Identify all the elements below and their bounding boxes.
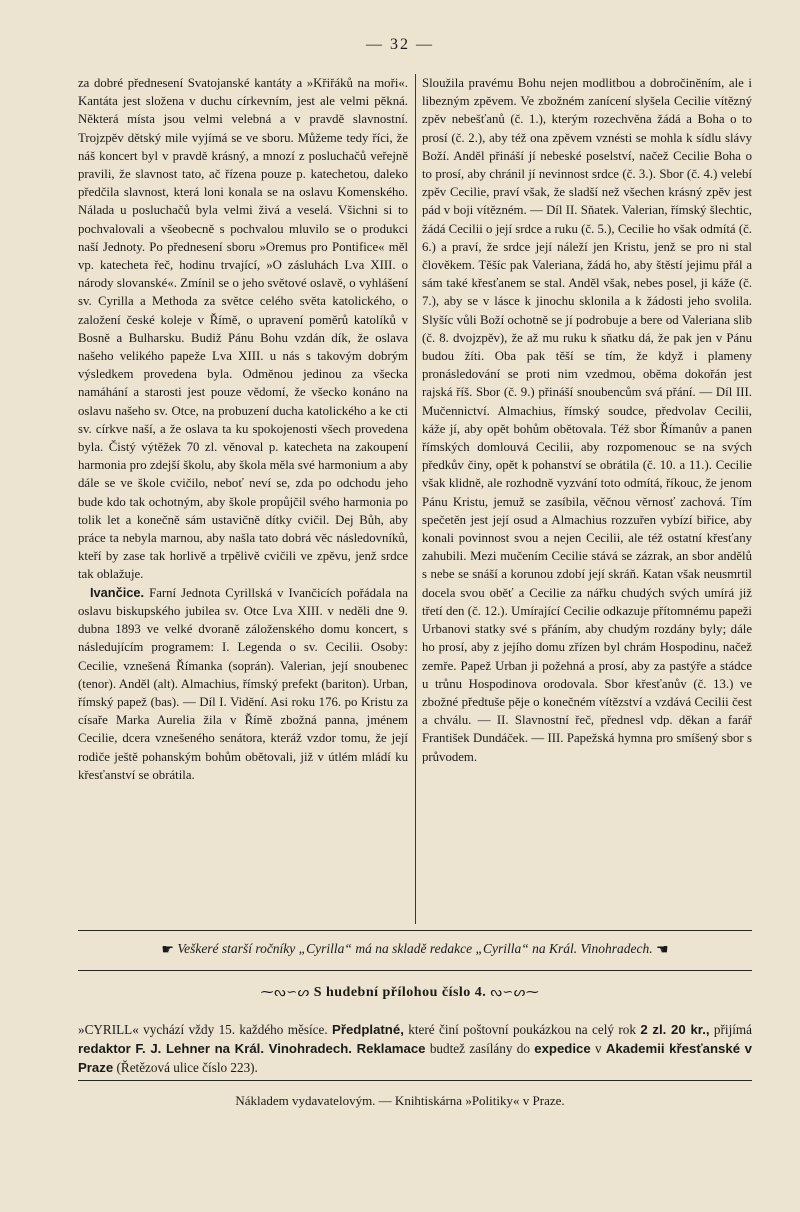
notice-text: Veškeré starší ročníky „Cyrilla“ má na skladě redakce „Cyrilla“ na Král. Vinohradech. xyxy=(177,941,653,956)
column-divider xyxy=(415,74,416,924)
subscription-bold: Akademii křesťanské v Praze xyxy=(78,1041,753,1075)
right-column xyxy=(422,74,752,766)
subscription-text: (Řetězová ulice číslo 223). xyxy=(113,1060,258,1075)
back-issues-notice xyxy=(78,940,752,960)
divider-rule xyxy=(78,930,752,931)
subscription-text: přijímá xyxy=(709,1022,753,1037)
imprint: Nákladem vydavatelovým. — Knihtiskárna »Politiky« v Praze. xyxy=(235,1093,565,1108)
left-column xyxy=(78,74,408,784)
subscription-bold: Předplatné, xyxy=(332,1022,404,1037)
report-paragraph: za dobré přednesení Svatojanské kantáty a »Křiřáků na moři«. Kantáta jest složena v duchu církevním, jest ale velmi pěkná. Některá místa jsou velmi velebná a v pravdě slavnostní. Trojzpěv dětský mile vyjímá se ve sboru. Můžeme tedy říci, že náš koncert byl v pravdě krásný, a mnozí z posluchačů veřejně pravili, že slavnost tato, ač řízena pouze p. katechetou, daleko předčila slavnost, která loni konala se na oslavu Komenského. Nálada u posluchačů byla velmi živá a veselá. Všichni si to pochvalovali a všeobecně s pochvalou mluvilo se o produkci naší Jednoty. Po přednesení sboru »Oremus pro Pontifice« měl vp. katecheta řeč, hodinu trvající, »O zásluhách Lva XIII. o národy slovanské«. Zmínil se o jeho světové oslavě, o vyhlášení sv. Cyrilla a Methoda za světce celého světa katolického, o založení české koleje v Římě, o upravení poměrů katolíků v Bosně a Bulharsku. Budiž Pánu Bohu vzdán dík, že oslava našeho velikého papeže Lva XIII. u nás s takovým dobrým výsledkem provedena byla. Odměnou jedinou za všecka namáhání a starosti jest pouze vědomí, že všecko konáno na oslavu našeho sv. Otce, na probuzení ducha katolického a ke cti sv. církve naší, a že oslava ta ku spokojenosti všech provedena byla. Čistý výtěžek 70 zl. věnoval p. katecheta na zakoupení harmonia pro zdejší školu, aby škola měla své harmonium a aby dále se ve škole cvičilo, neboť neví se, zda po odchodu jeho bude kdo tak ochotným, aby škole propůjčil svého harmonia po tolik let a konečně sám ustavičně dítky cvičil. Dej Bůh, aby práce ta nebyla marnou, aby našla tato dobrá věc následovníků, kteří by zase tak horlivě a trpělivě cvičili ve zpěvu, jenž srdce tak oblažuje. xyxy=(78,76,408,582)
subscription-text: v xyxy=(590,1041,606,1056)
ivancice-text: Farní Jednota Cyrillská v Ivančicích pořádala na oslavu biskupského jubilea sv. Otce Lva XIII. v neděli dne 9. dubna 1893 ve velké dvoraně záloženského domu koncert, s následujícím programem: I. Legenda o sv. Cecilii. Osoby: Cecilie, vznešená Římanka (soprán). Valerian, její snoubenec (tenor). Anděl (alt). Almachius, římský prefekt (bariton). Urban, římský papež (bas). — Díl I. Vidění. Asi roku 176. po Kristu za císaře Marka Aurelia žila v Římě zbožná panna, jménem Cecilie, dcera vznešeného senátora, kteráž vzdor tomu, že její rodiče ještě pohanským bohům obětovali, již v útlém mládí ku křesťanství se obrátila. xyxy=(78,585,408,782)
subscription-text: budtež zasílány do xyxy=(425,1041,535,1056)
subscription-text: které činí poštovní poukázkou na celý rok xyxy=(403,1022,641,1037)
legend-paragraph: Sloužila pravému Bohu nejen modlitbou a dobročiněním, ale i libezným zpěvem. Ve zbožném zanícení slyšela Cecilie vítězný zpěv nebešťanů (č. 1.), kterým rozechvěna žádá a Boha o to prosí (č. 2.), aby též ona zpěvem vznésti se mohla k sídlu slávy Boží. Anděl přináší jí nebeské poselství, načež Cecilie Boha o to prosí, aby chránil jí nevinnost srdce (č. 3.). Sbor (č. 4.) velebí zpěv Cecilie, praví však, že sladší než všechen krásný zpěv jest pád v boji vítězném. — Díl II. Sňatek. Valerian, římský šlechtic, žádá Cecilii o její srdce a ruku (č. 5.), Cecilie ho však odmítá (č. 6.) a praví, že srdce její náleží jen Kristu, jenž se pro ni stal člověkem. Těšíc pak Valeriana, žádá ho, aby štěstí jejimu přál a sám také křesťanem se stal. Anděl však, nebes posel, ji káže (č. 7.), aby se v lásce k jinochu sklonila a k žádosti jeho svolila. Slyšíc vůli Boží ochotně se jí podrobuje a bere od Valeriana slib (č. 8. dvojzpěv), že až mu ruku k sňatku dá, že pak jen v Pánu budou žíti. Oba pak těší se tím, že když i plameny pronásledování se proti nim vzedmou, oběma dokořán jest rajská říš. Sbor (č. 9.) přináší snoubencům svá přání. — Díl III. Mučennictví. Almachius, římský soudce, předvolav Cecilii, káže jí, aby opět bohům obětovala. Též sbor Římanův a panen římských domlouvá Cecilii, aby rozpomenouc se na svých předkův činy, opět k pohanství se obrátila (č. 10. a 11.). Cecilie však klidně, ale rozhodně vyzvání toto odmítá, říkouc, že jenom Pánu Kristu, jemuž se zasíbila, věčnou věrnosť zachová. Tím spečetěn jest její osud a Almachius rozzuřen vybízí biřice, aby konali povinnost svou a nejen Cecilii, ale též ostatní křesťany zahubili. Mezi mučením Cecilie stává se zázrak, an sbor andělů s nebe se snáší a korunou zdobí její skráň. Katan však neusmrtil docela svou oběť a Cecilie za nářku chudých svých umírá již třetí den (č. 12.). Umírající Cecilie odkazuje přítomnému papeži Urbanovi statky své s přáním, aby chudým rozdány byly; dále ho prosí, aby z jejího domu zřízen byl chrám Hospodinu, načež zemře. Papež Urban ji požehná a prosí, aby za pastýře a stádce u trůnu Hospodinova orodovala. Sbor křesťanův (č. 13.) ve zbožné předtuše pěje o konečném vítězství a vzdává Cecilii čest a chválu. — II. Slavnostní řeč, přednesl vdp. děkan a farář František Dundáček. — III. Papežská hymna pro smíšený sbor s průvodem. xyxy=(422,76,752,764)
ivancice-heading: Ivančice. xyxy=(90,584,145,600)
divider-rule xyxy=(78,1080,752,1081)
subscription-text: »CYRILL« vychází vždy 15. každého měsíce. xyxy=(78,1022,333,1037)
ornament-left: ⁓ᔓ∽ᔕ xyxy=(260,984,310,999)
subscription-bold: expedice xyxy=(534,1041,591,1056)
page-number: — 32 — xyxy=(366,36,434,53)
pointing-hand-left-icon: ☚ xyxy=(656,943,669,958)
subscription-info xyxy=(78,1020,752,1077)
subscription-paragraph xyxy=(78,1020,752,1077)
divider-rule xyxy=(78,970,752,971)
subscription-editor: redaktor F. J. Lehner na Král. Vinohradech. Reklamace xyxy=(78,1041,426,1056)
pointing-hand-right-icon: ☛ xyxy=(161,943,174,958)
ivancice-paragraph xyxy=(78,584,408,784)
music-supplement-line xyxy=(0,984,800,1001)
article-columns xyxy=(78,74,752,924)
subscription-price: 2 zl. 20 kr., xyxy=(640,1022,710,1037)
ornament-right: ᔓ∽ᔕ⁓ xyxy=(490,984,540,999)
supplement-text: S hudební přílohou číslo 4. xyxy=(313,985,487,1000)
